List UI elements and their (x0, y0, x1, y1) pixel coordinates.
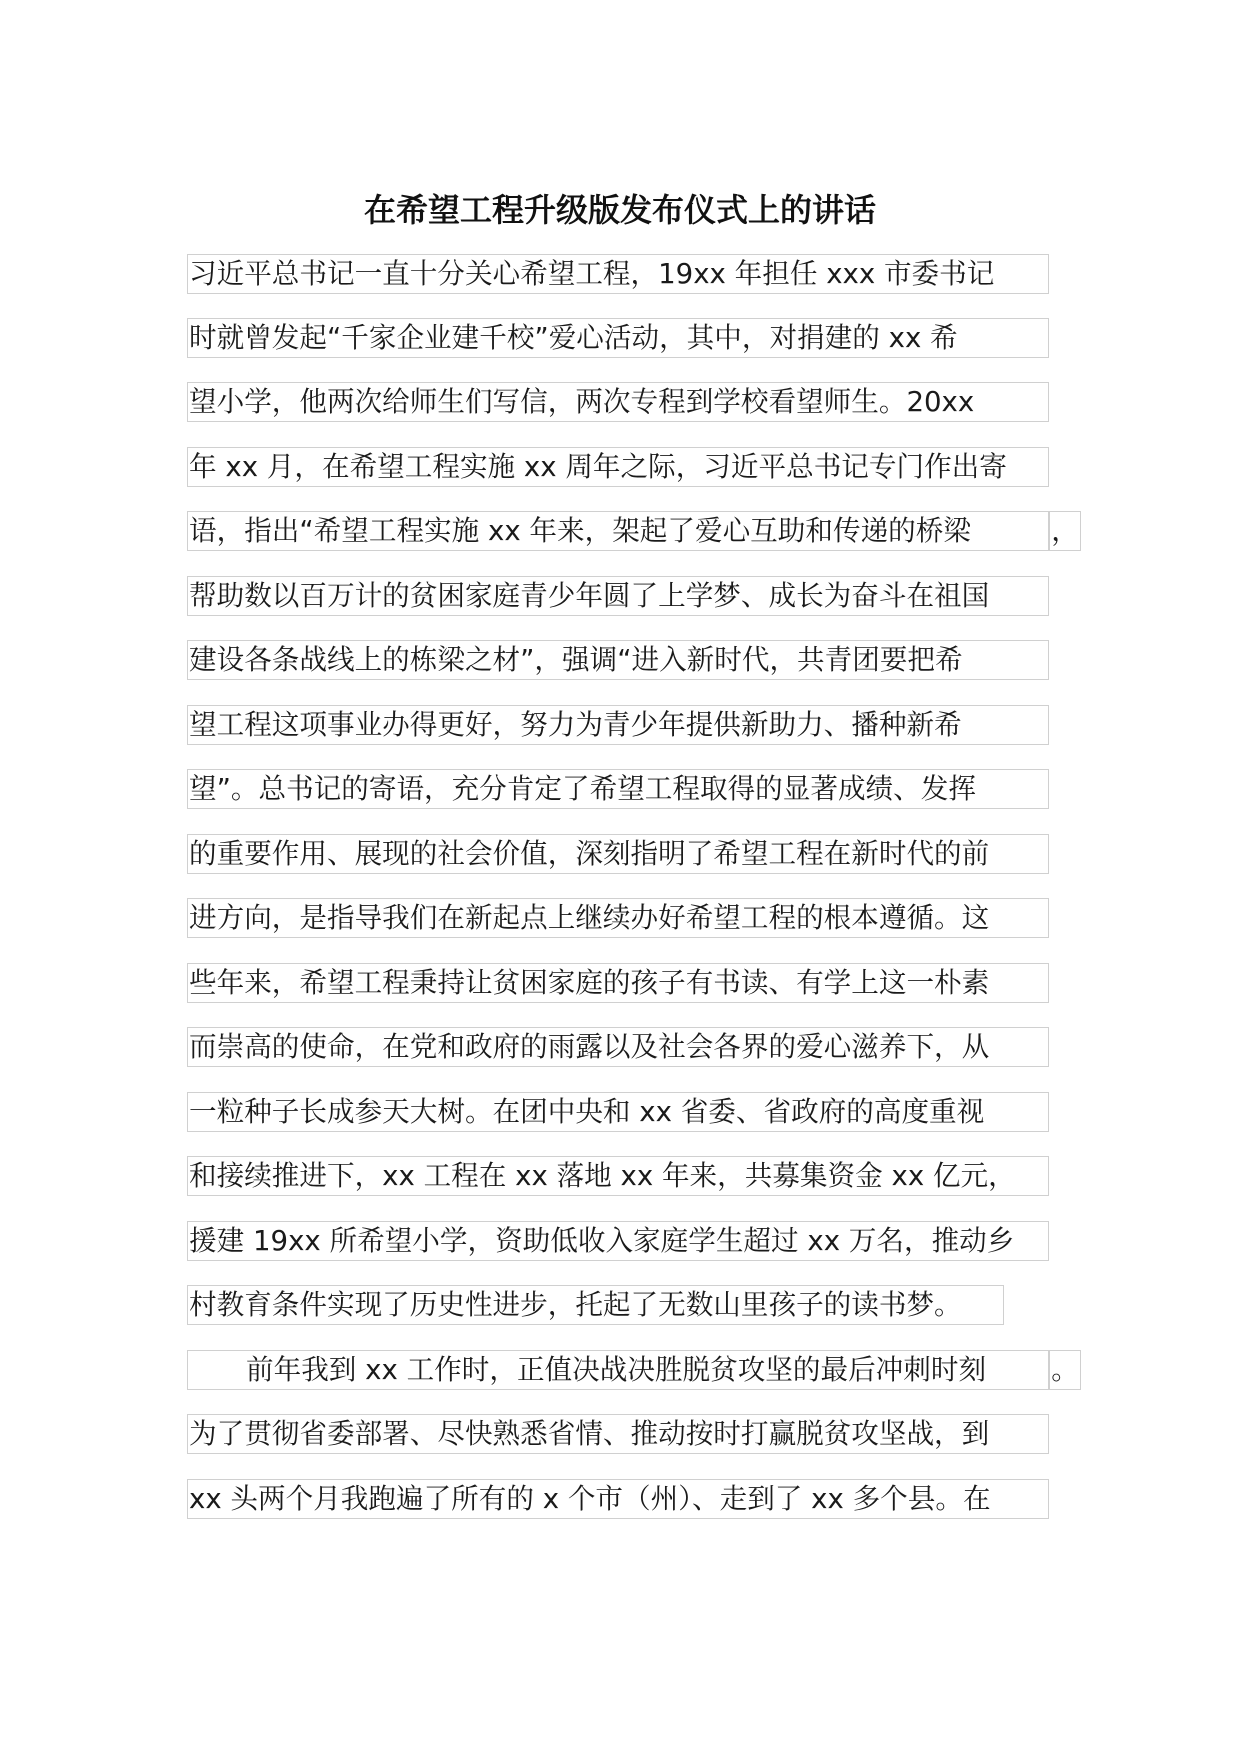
text-line: 帮助数以百万计的贫困家庭青少年圆了上学梦、成长为奋斗在祖国 (187, 576, 1049, 616)
text-line: 进方向，是指导我们在新起点上继续办好希望工程的根本遵循。这 (187, 898, 1049, 938)
text-line: 和接续推进下，xx 工程在 xx 落地 xx 年来，共募集资金 xx 亿元， (187, 1156, 1049, 1196)
text-line: 村教育条件实现了历史性进步，托起了无数山里孩子的读书梦。 (187, 1285, 1004, 1325)
text-line: 习近平总书记一直十分关心希望工程，19xx 年担任 xxx 市委书记 (187, 254, 1049, 294)
text-line: 望小学，他两次给师生们写信，两次专程到学校看望师生。20xx (187, 382, 1049, 422)
text-line: 望”。总书记的寄语，充分肯定了希望工程取得的显著成绩、发挥 (187, 769, 1049, 809)
text-line: 语，指出“希望工程实施 xx 年来，架起了爱心互助和传递的桥梁 (187, 511, 1049, 551)
text-line: 望工程这项事业办得更好，努力为青少年提供新助力、播种新希 (187, 705, 1049, 745)
text-line: 援建 19xx 所希望小学，资助低收入家庭学生超过 xx 万名，推动乡 (187, 1221, 1049, 1261)
text-line: xx 头两个月我跑遍了所有的 x 个市（州）、走到了 xx 多个县。在 (187, 1479, 1049, 1519)
text-line: 建设各条战线上的栋梁之材”，强调“进入新时代，共青团要把希 (187, 640, 1049, 680)
text-line: 一粒种子长成参天大树。在团中央和 xx 省委、省政府的高度重视 (187, 1092, 1049, 1132)
text-line: 时就曾发起“千家企业建千校”爱心活动，其中，对捐建的 xx 希 (187, 318, 1049, 358)
text-line: 而崇高的使命，在党和政府的雨露以及社会各界的爱心滋养下，从 (187, 1027, 1049, 1067)
text-line-tail: 。 (1049, 1350, 1081, 1390)
text-line: 的重要作用、展现的社会价值，深刻指明了希望工程在新时代的前 (187, 834, 1049, 874)
text-line: 为了贯彻省委部署、尽快熟悉省情、推动按时打赢脱贫攻坚战，到 (187, 1414, 1049, 1454)
document-title: 在希望工程升级版发布仪式上的讲话 (363, 191, 876, 229)
text-line: 年 xx 月，在希望工程实施 xx 周年之际，习近平总书记专门作出寄 (187, 447, 1049, 487)
text-line: 些年来，希望工程秉持让贫困家庭的孩子有书读、有学上这一朴素 (187, 963, 1049, 1003)
text-line-tail: ， (1049, 511, 1081, 551)
text-line: 前年我到 xx 工作时，正值决战决胜脱贫攻坚的最后冲刺时刻 (187, 1350, 1049, 1390)
